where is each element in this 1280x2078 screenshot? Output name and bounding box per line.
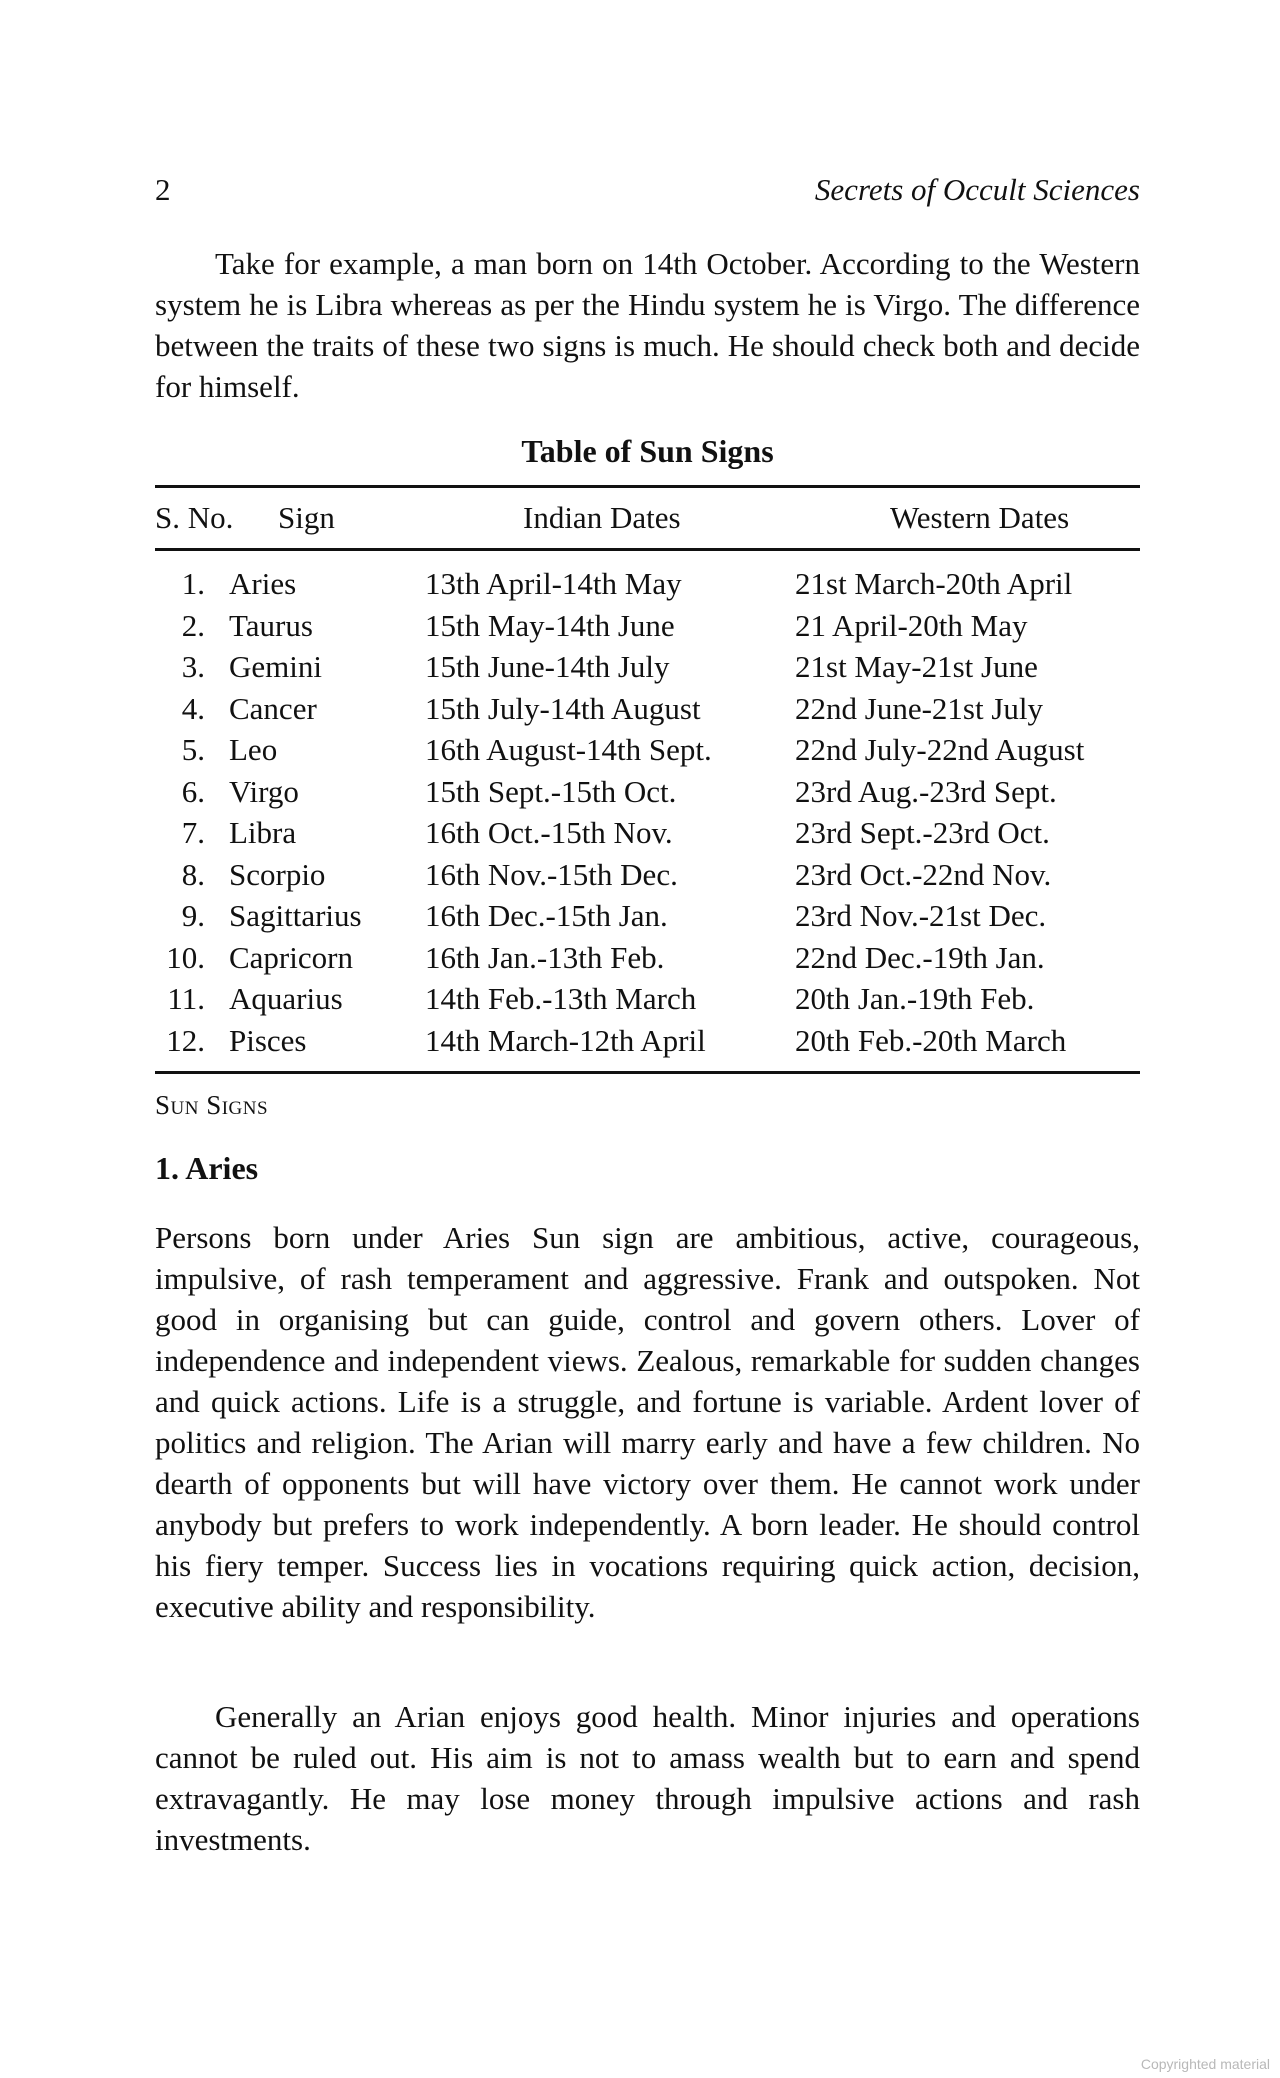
table-row: [155, 649, 1140, 691]
subsection-heading: 1. Aries: [155, 1150, 259, 1186]
indian-dates-cell: 15th May-14th June: [425, 607, 675, 643]
header-western-dates: Western Dates: [890, 500, 1070, 535]
serial-number-cell: 1.: [181, 566, 205, 601]
table-row: [155, 732, 1140, 774]
indian-dates-cell: 16th August-14th Sept.: [425, 732, 712, 767]
sign-cell: Gemini: [229, 649, 322, 684]
serial-number-cell: 7.: [181, 815, 205, 850]
sign-cell: Libra: [229, 815, 297, 850]
serial-number-cell: 11.: [167, 981, 205, 1016]
serial-number-cell: 4.: [181, 690, 205, 726]
western-dates-cell: 22nd July-22nd August: [795, 732, 1085, 767]
sign-cell: Pisces: [229, 1022, 307, 1058]
indian-dates-cell: 16th Oct.-15th Nov.: [425, 815, 673, 850]
western-dates-cell: 20th Jan.-19th Feb.: [795, 981, 1035, 1016]
serial-number-cell: 8.: [181, 856, 205, 892]
western-dates-cell: 22nd June-21st July: [795, 690, 1043, 726]
indian-dates-cell: 15th Sept.-15th Oct.: [425, 773, 677, 809]
serial-number-cell: 5.: [181, 732, 205, 767]
sign-cell: Leo: [229, 732, 278, 767]
indian-dates-cell: 15th July-14th August: [425, 690, 701, 726]
sign-cell: Taurus: [229, 607, 313, 643]
indian-dates-cell: 16th Jan.-13th Feb.: [425, 939, 665, 975]
table-row: [155, 691, 1140, 733]
indian-dates-cell: 16th Dec.-15th Jan.: [425, 898, 668, 933]
sign-cell: Capricorn: [229, 939, 353, 975]
indian-dates-cell: 15th June-14th July: [425, 649, 670, 684]
western-dates-cell: 21st May-21st June: [795, 649, 1038, 684]
serial-number-cell: 6.: [181, 773, 205, 809]
table-row: [155, 940, 1140, 982]
serial-number-cell: 10.: [166, 939, 205, 975]
table-row: [155, 1023, 1140, 1065]
sign-cell: Aries: [229, 566, 297, 601]
table-row: [155, 566, 1140, 608]
sign-cell: Sagittarius: [229, 898, 362, 933]
table-top-rule: [155, 485, 1140, 488]
serial-number-cell: 12.: [166, 1022, 205, 1058]
western-dates-cell: 21st March-20th April: [795, 566, 1073, 601]
page-number: 2: [155, 172, 171, 207]
serial-number-cell: 2.: [181, 607, 205, 643]
book-title: Secrets of Occult Sciences: [814, 172, 1140, 207]
western-dates-cell: 20th Feb.-20th March: [795, 1022, 1067, 1058]
western-dates-cell: 23rd Oct.-22nd Nov.: [795, 856, 1052, 892]
sign-cell: Aquarius: [229, 981, 343, 1016]
header-indian-dates: Indian Dates: [523, 500, 681, 535]
header-sign: Sign: [278, 500, 335, 535]
western-dates-cell: 23rd Sept.-23rd Oct.: [795, 815, 1050, 850]
western-dates-cell: 23rd Aug.-23rd Sept.: [795, 773, 1057, 809]
table-title: Table of Sun Signs: [521, 433, 774, 469]
table-body: [155, 566, 1140, 1064]
table-header-rule: [155, 548, 1140, 551]
intro-paragraph: Take for example, a man born on 14th October. According to the Western system he is Libra whereas as per the Hindu system he is Virgo. The difference between the traits of these two signs is much. He should check both and decide for himself.: [155, 246, 1140, 404]
indian-dates-cell: 14th Feb.-13th March: [425, 981, 697, 1016]
table-row: [155, 608, 1140, 650]
section-heading: Sun Signs: [155, 1090, 269, 1120]
header-serial-number: S. No.: [155, 500, 234, 535]
indian-dates-cell: 13th April-14th May: [425, 566, 682, 601]
copyright-watermark: Copyrighted material: [1140, 2056, 1270, 2072]
western-dates-cell: 23rd Nov.-21st Dec.: [795, 898, 1047, 933]
indian-dates-cell: 14th March-12th April: [425, 1022, 706, 1058]
table-row: [155, 898, 1140, 940]
sign-cell: Scorpio: [229, 856, 326, 892]
serial-number-cell: 3.: [181, 649, 205, 684]
western-dates-cell: 21 April-20th May: [795, 607, 1028, 643]
body-paragraph: Generally an Arian enjoys good health. Minor injuries and operations cannot be ruled out. His aim is not to amass wealth but to earn and spend extravagantly. He may lose money through impulsive actions and rash investments.: [155, 1699, 1140, 1857]
sign-cell: Cancer: [229, 690, 317, 726]
table-row: [155, 774, 1140, 816]
body-paragraph: Persons born under Aries Sun sign are ambitious, active, courageous, impulsive, of rash temperament and aggressive. Frank and outspoken. Not good in organising but can guide, control and govern others. Lover of independence and independent views. Zealous, remarkable for sudden changes and quick actions. Life is a struggle, and fortune is variable. Ardent lover of politics and religion. The Arian will marry early and have a few children. No dearth of opponents but will have victory over them. He cannot work under anybody but prefers to work independently. A born leader. He should control his fiery temper. Success lies in vocations requiring quick action, decision, executive ability and responsibility.: [155, 1220, 1140, 1624]
sign-cell: Virgo: [229, 773, 299, 809]
table-row: [155, 857, 1140, 899]
table-bottom-rule: [155, 1071, 1140, 1074]
serial-number-cell: 9.: [181, 898, 205, 933]
table-row: [155, 815, 1140, 857]
table-header-row: [155, 500, 1140, 540]
table-row: [155, 981, 1140, 1023]
indian-dates-cell: 16th Nov.-15th Dec.: [425, 856, 678, 892]
western-dates-cell: 22nd Dec.-19th Jan.: [795, 939, 1045, 975]
